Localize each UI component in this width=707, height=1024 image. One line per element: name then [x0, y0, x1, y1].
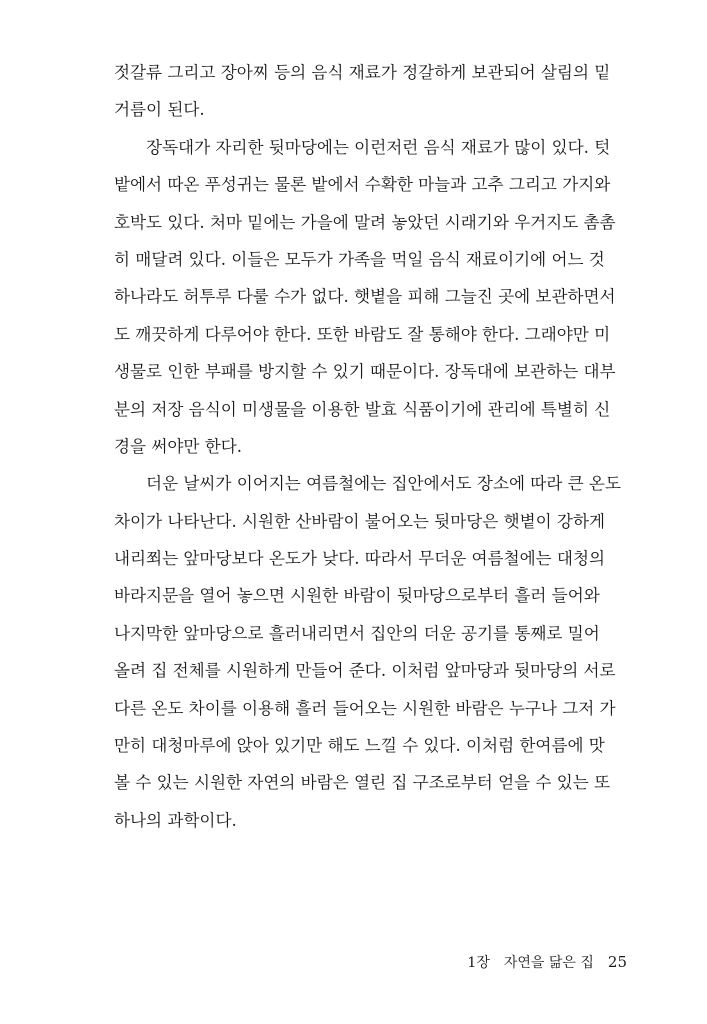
chapter-title: 자연을 닮은 집: [503, 955, 594, 971]
text-line: 나지막한 앞마당으로 흘러내리면서 집안의 더운 공기를 통째로 밀어: [114, 623, 600, 643]
text-line: 도 깨끗하게 다루어야 한다. 또한 바람도 잘 통해야 한다. 그래야만 미: [114, 324, 611, 344]
chapter-label: 1장: [467, 955, 490, 971]
page-footer: [460, 952, 627, 973]
text-line: 경을 써야만 한다.: [114, 436, 243, 456]
text-line: 만히 대청마루에 앉아 있기만 해도 느낄 수 있다. 이처럼 한여름에 맛: [114, 736, 605, 756]
text-line: 젓갈류 그리고 장아찌 등의 음식 재료가 정갈하게 보관되어 살림의 밑: [114, 63, 611, 82]
text-line: 밭에서 따온 푸성귀는 물론 밭에서 수확한 마늘과 고추 그리고 가지와: [114, 175, 611, 195]
text-line: 올려 집 전체를 시원하게 만들어 준다. 이처럼 앞마당과 뒷마당의 서로: [114, 661, 616, 681]
body-text: [114, 54, 624, 839]
text-line: 하나의 과학이다.: [114, 810, 237, 830]
text-line: 다른 온도 차이를 이용해 흘러 들어오는 시원한 바람은 누구나 그저 가: [114, 698, 616, 718]
text-line: 바라지문을 열어 놓으면 시원한 바람이 뒷마당으로부터 흘러 들어와: [114, 586, 600, 606]
text-line: 하나라도 허투루 다룰 수가 없다. 햇볕을 피해 그늘진 곳에 보관하면서: [114, 287, 616, 307]
text-line: 차이가 나타난다. 시원한 산바람이 불어오는 뒷마당은 햇볕이 강하게: [114, 511, 606, 531]
text-line: 볼 수 있는 시원한 자연의 바람은 열린 집 구조로부터 얻을 수 있는 또: [114, 773, 611, 793]
text-line: 호박도 있다. 처마 밑에는 가을에 말려 놓았던 시래기와 우거지도 촘촘: [114, 212, 616, 232]
text-line: 히 매달려 있다. 이들은 모두가 가족을 먹일 음식 재료이기에 어느 것: [114, 249, 605, 269]
paragraph-start-line: 더운 날씨가 이어지는 여름철에는 집안에서도 장소에 따라 큰 온도: [146, 474, 621, 494]
text-line: 거름이 된다.: [114, 100, 205, 120]
paragraph-start-line: 장독대가 자리한 뒷마당에는 이런저런 음식 재료가 많이 있다. 텃: [146, 137, 611, 157]
text-line: 분의 저장 음식이 미생물을 이용한 발효 식품이기에 관리에 특별히 신: [114, 399, 611, 419]
text-line: 내리쬐는 앞마당보다 온도가 낮다. 따라서 무더운 여름철에는 대청의: [114, 549, 606, 569]
page-number: 25: [607, 953, 627, 971]
text-line: 생물로 인한 부패를 방지할 수 있기 때문이다. 장독대에 보관하는 대부: [114, 362, 616, 382]
